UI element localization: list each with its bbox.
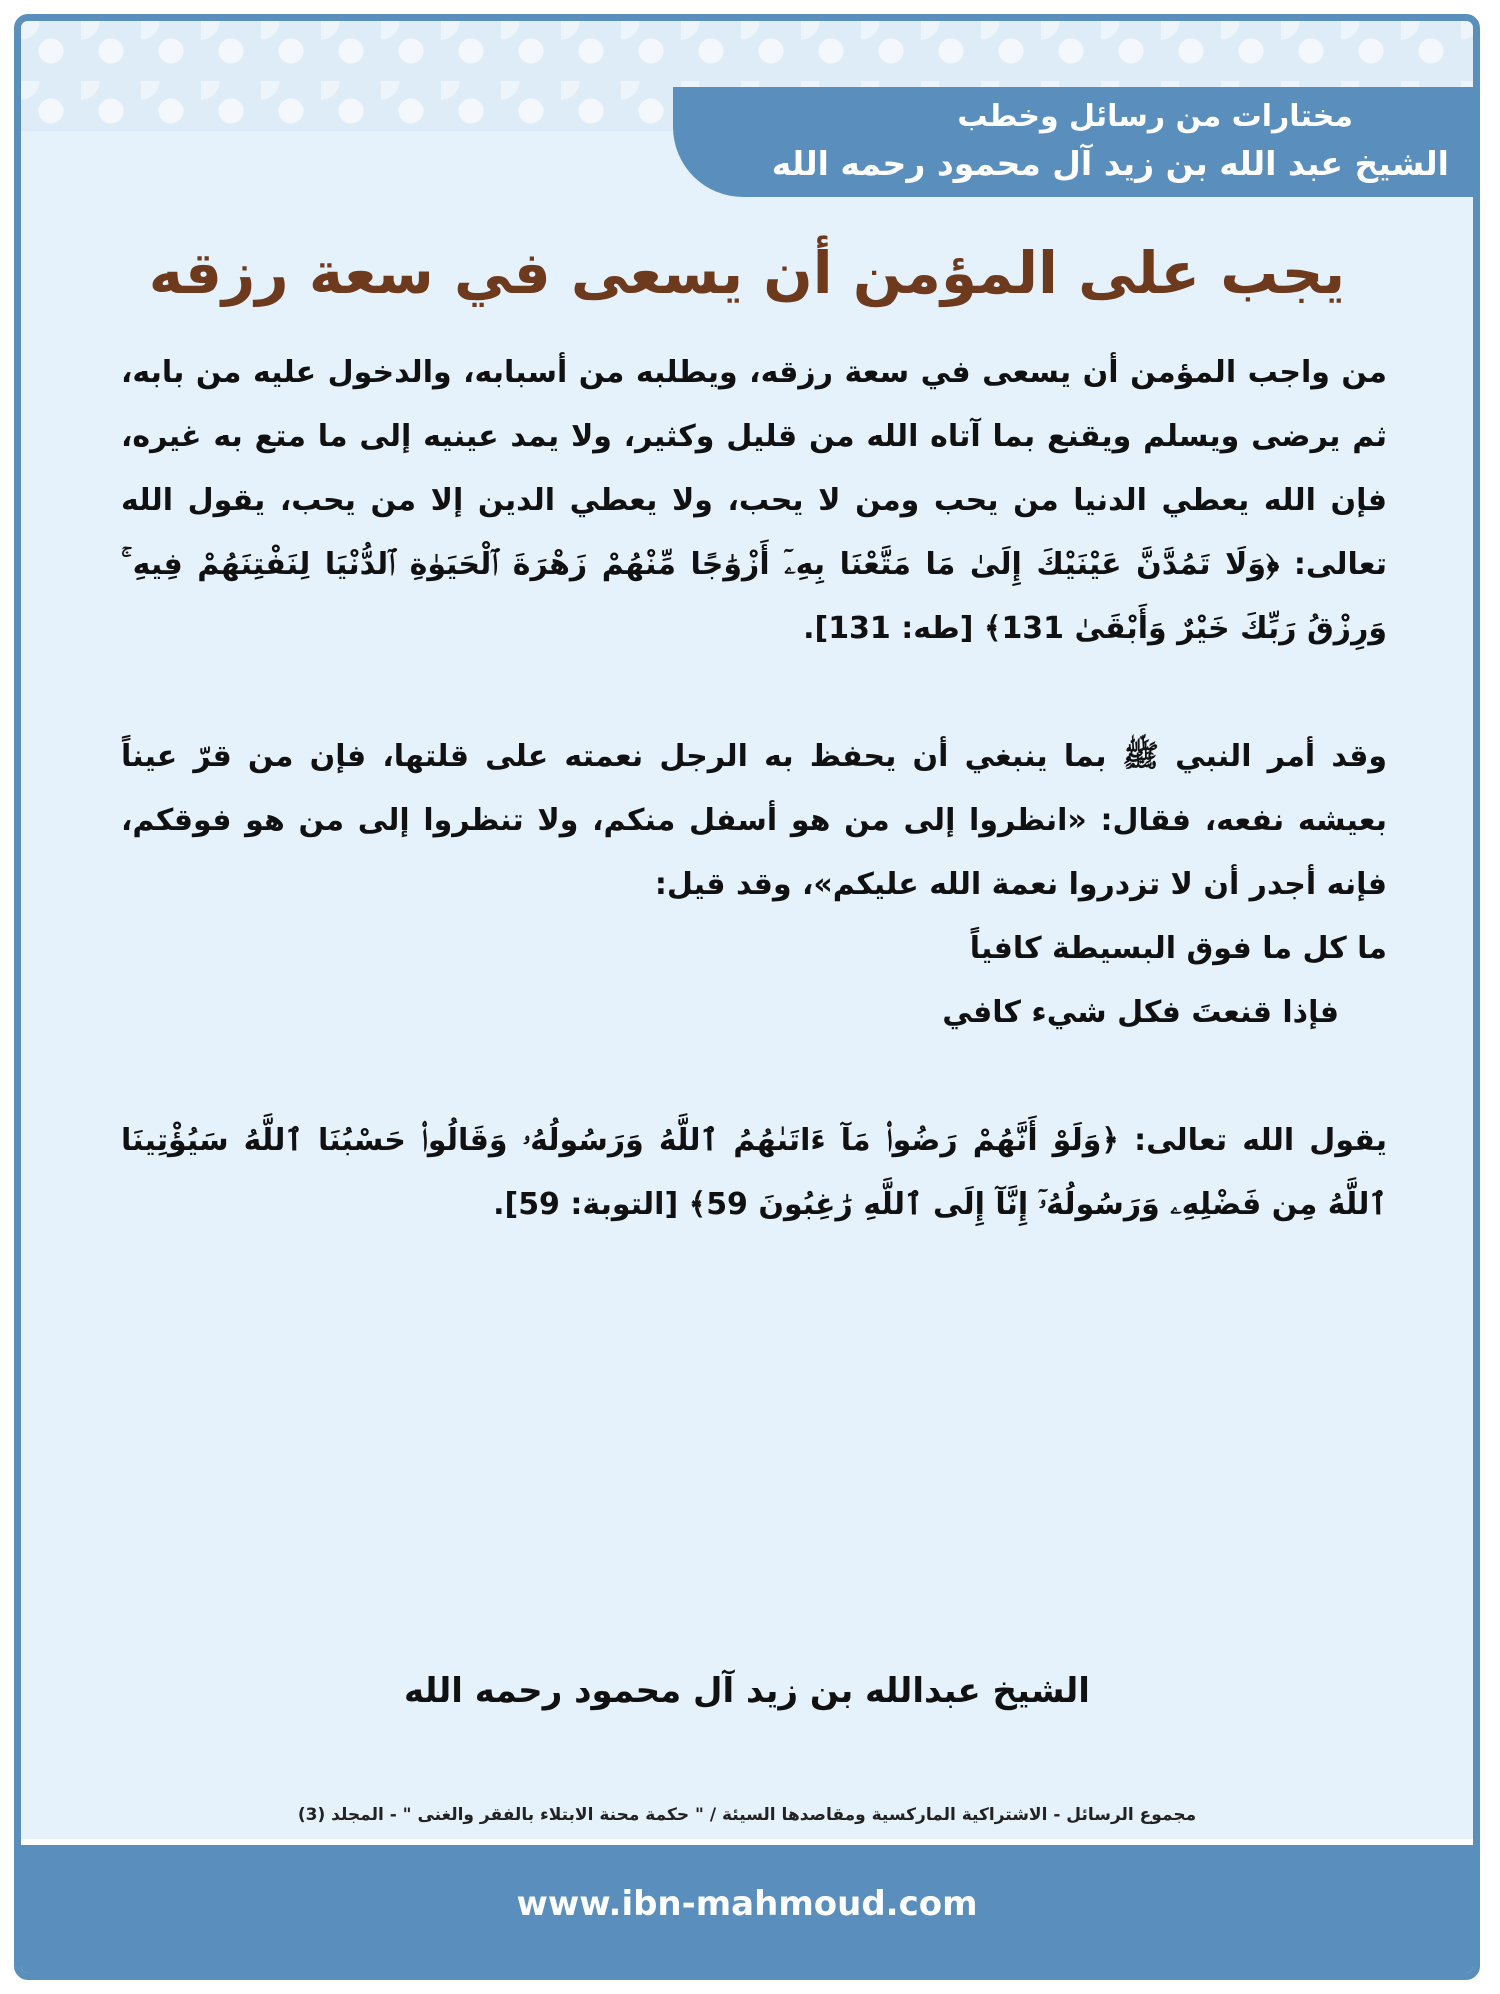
- footer-bar: [21, 1839, 1473, 1973]
- paragraph-spacer: [121, 661, 1387, 725]
- page-title: يجب على المؤمن أن يسعى في سعة رزقه: [148, 239, 1346, 307]
- paragraph-1: من واجب المؤمن أن يسعى في سعة رزقه، ويطلبه من أسبابه، والدخول عليه من بابه، ثم يرضى ويسلم ويقنع بما آتاه الله من قليل وكثير، ولا يمد عينيه إلى ما متع به غيره، فإن الله يعطي الدنيا من يحب ومن لا يحب، ولا يعطي الدين إلا من يحب، يقول الله تعالى: ﴿وَلَا تَمُدَّنَّ عَيْنَيْكَ إِلَىٰ مَا مَتَّعْنَا بِهِۦٓ أَزْوَٰجًا مِّنْهُمْ زَهْرَةَ ٱلْحَيَوٰةِ ٱلدُّنْيَا لِنَفْتِنَهُمْ فِيهِ ۚ وَرِزْقُ رَبِّكَ خَيْرٌ وَأَبْقَىٰ 131﴾ [طه: 131].: [121, 355, 1387, 646]
- page-frame: [14, 14, 1480, 1980]
- website-link[interactable]: www.ibn-mahmoud.com: [516, 1884, 978, 1924]
- paragraph-3: يقول الله تعالى: ﴿وَلَوْ أَنَّهُمْ رَضُوا۟ مَآ ءَاتَىٰهُمُ ٱللَّهُ وَرَسُولُهُۥ وَقَالُوا۟ حَسْبُنَا ٱللَّهُ سَيُؤْتِينَا ٱللَّهُ مِن فَضْلِهِۦ وَرَسُولُهُۥٓ إِنَّآ إِلَى ٱللَّهِ رَٰغِبُونَ 59﴾ [التوبة: 59].: [121, 1123, 1387, 1222]
- paragraph-2: وقد أمر النبي ﷺ بما ينبغي أن يحفظ به الرجل نعمته على قلتها، فإن من قرّ عيناً بعيشه نفعه، فقال: «انظروا إلى من هو أسفل منكم، ولا تنظروا إلى من هو فوقكم، فإنه أجدر أن لا تزدروا نعمة الله عليكم»، وقد قيل:: [121, 739, 1387, 902]
- paragraph-spacer: [121, 1045, 1387, 1109]
- series-title: مختارات من رسائل وخطب: [957, 99, 1353, 134]
- poem-line-2: فإذا قنعتَ فكل شيء كافي: [942, 995, 1339, 1030]
- source-reference: مجموع الرسائل - الاشتراكية الماركسية ومقاصدها السيئة / " حكمة محنة الابتلاء بالفقر والغنى " - المجلد (3): [297, 1805, 1197, 1825]
- article-body: [121, 341, 1387, 1237]
- series-banner: [673, 87, 1473, 197]
- poem-line-1: ما كل ما فوق البسيطة كافياً: [969, 931, 1387, 966]
- series-author: الشيخ عبد الله بن زيد آل محمود رحمه الله: [771, 144, 1449, 183]
- author-signature: الشيخ عبدالله بن زيد آل محمود رحمه الله: [404, 1671, 1090, 1711]
